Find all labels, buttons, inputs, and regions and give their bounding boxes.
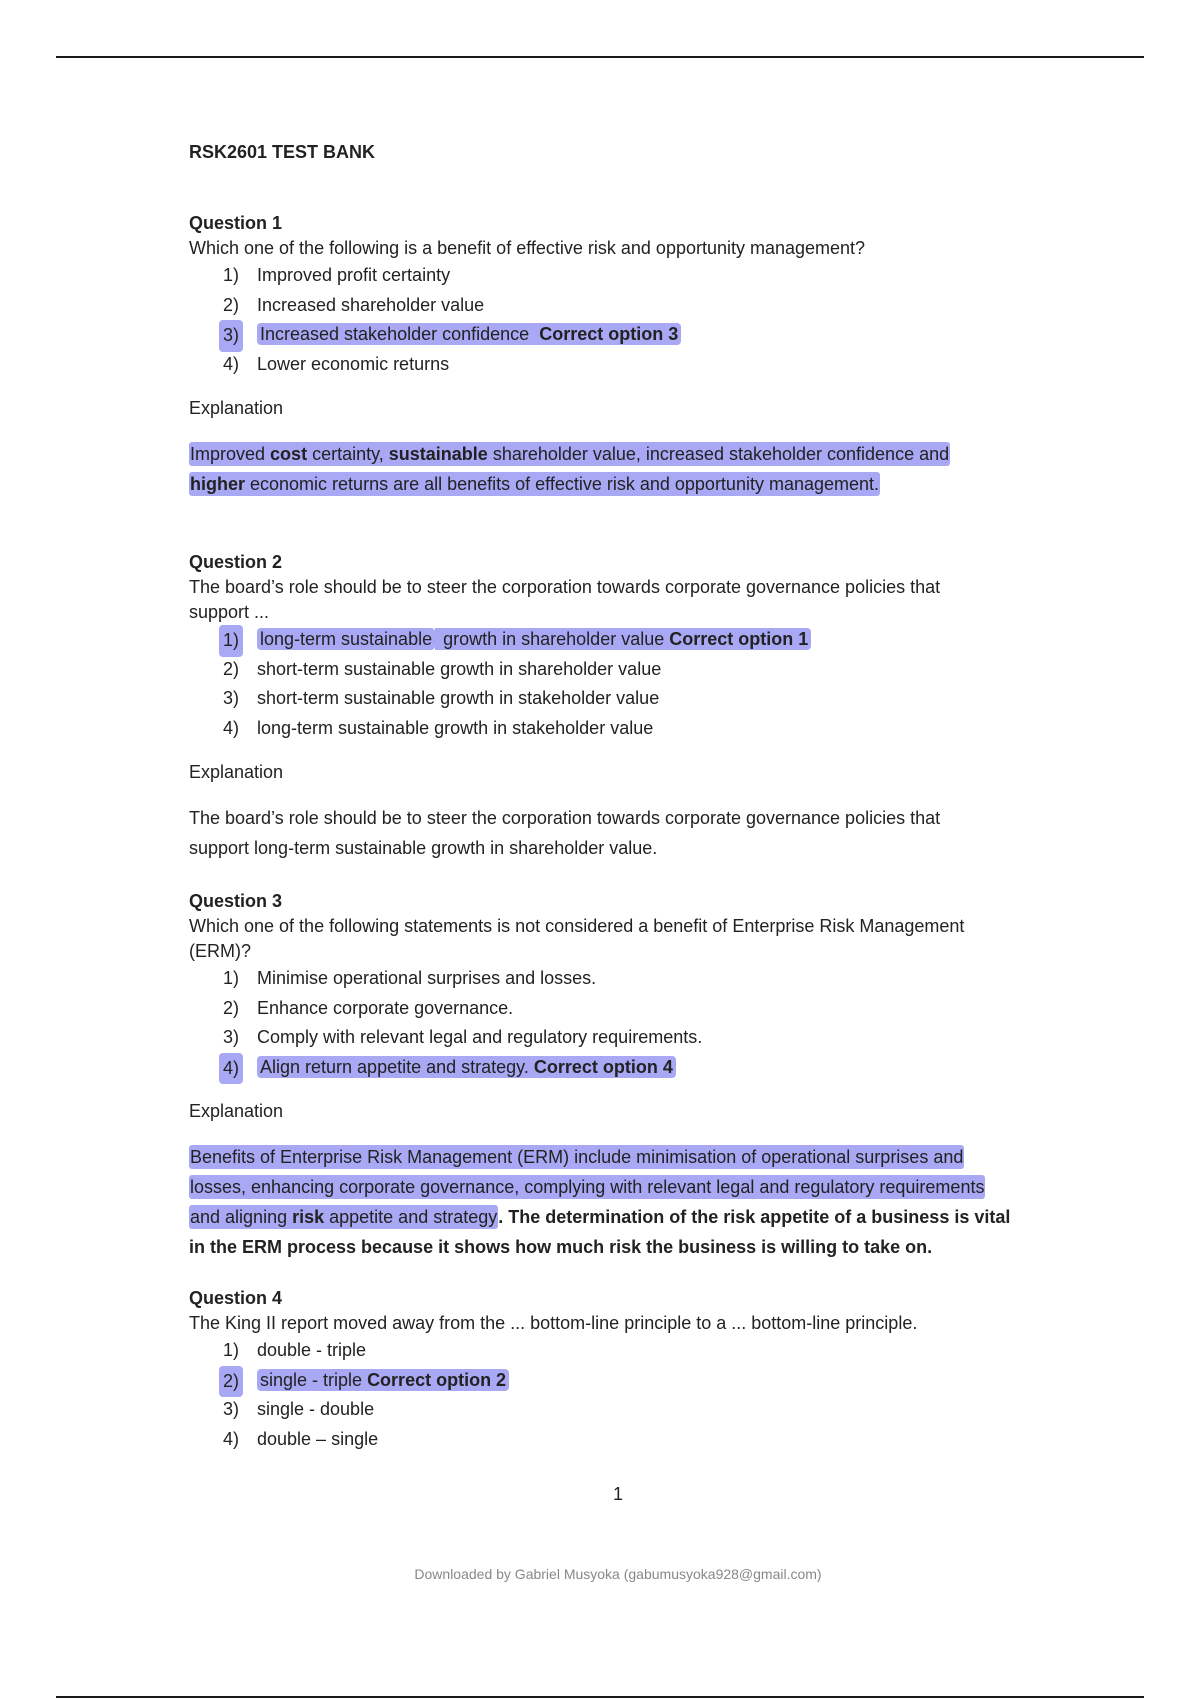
question-1 xyxy=(189,210,1049,499)
question-title: Question 4 xyxy=(189,1288,283,1308)
explanation-fragment: in the ERM process because it shows how much risk the business is willing to take on. xyxy=(189,1237,933,1257)
explanation-fragment: Improved xyxy=(190,444,271,464)
explanation-fragment: sustainable xyxy=(388,444,488,464)
option-item-correct xyxy=(189,320,1049,350)
option-text: Improved profit certainty xyxy=(257,265,451,285)
explanation-highlight: Benefits of Enterprise Risk Management (ERM) include minimisation of operational surprises and xyxy=(190,1147,964,1167)
option-number: 4) xyxy=(223,1428,240,1449)
option-item xyxy=(189,1023,1049,1053)
download-footer: Downloaded by Gabriel Musyoka (gabumusyoka928@gmail.com) xyxy=(414,1566,822,1582)
option-list xyxy=(189,964,1049,1082)
option-list xyxy=(189,625,1049,743)
option-number: 3) xyxy=(223,1399,240,1419)
option-item xyxy=(189,964,1049,994)
option-number: 3) xyxy=(223,688,240,708)
explanation-highlight xyxy=(189,1205,498,1229)
explanation-text xyxy=(189,439,1049,499)
option-text: double - triple xyxy=(257,1340,367,1360)
explanation-fragment: shareholder value, increased stakeholder confidence and xyxy=(487,444,950,464)
question-2 xyxy=(189,549,1049,863)
question-text: (ERM)? xyxy=(189,941,251,961)
option-item xyxy=(189,1425,1049,1455)
option-number: 4) xyxy=(223,717,240,738)
option-text: long-term sustainable growth in stakeholder value xyxy=(257,717,654,738)
explanation-text xyxy=(189,803,1049,863)
option-text: single - double xyxy=(257,1399,375,1419)
explanation-fragment: and aligning xyxy=(190,1207,293,1227)
explanation-fragment: higher xyxy=(190,474,246,494)
option-item xyxy=(189,684,1049,714)
question-text: Which one of the following statements is not considered a benefit of Enterprise Risk Management xyxy=(189,916,965,936)
option-text-highlight xyxy=(435,628,811,650)
explanation-line: The board’s role should be to steer the corporation towards corporate governance policies that xyxy=(189,808,941,828)
explanation-label: Explanation xyxy=(189,1101,284,1121)
page-content xyxy=(189,136,1049,1449)
option-item xyxy=(189,1395,1049,1425)
question-text: Which one of the following is a benefit of effective risk and opportunity management? xyxy=(189,238,866,258)
bottom-rule xyxy=(56,1696,1144,1698)
question-title: Question 2 xyxy=(189,552,283,572)
option-text: growth in shareholder value xyxy=(438,629,670,649)
explanation-label: Explanation xyxy=(189,398,284,418)
document-title: RSK2601 TEST BANK xyxy=(189,142,376,162)
option-number: 4) xyxy=(223,353,240,374)
option-text: short-term sustainable growth in stakeholder value xyxy=(257,688,660,708)
correct-label: Correct option 1 xyxy=(669,629,809,649)
explanation-fragment: economic returns are all benefits of effective risk and opportunity management. xyxy=(245,474,880,494)
correct-label: Correct option 3 xyxy=(539,324,679,344)
explanation-highlight xyxy=(189,442,950,466)
top-rule xyxy=(56,56,1144,58)
option-number: 4) xyxy=(219,1053,243,1085)
option-text-highlight xyxy=(257,1056,676,1078)
option-text: Minimise operational surprises and losses. xyxy=(257,968,597,988)
option-number: 1) xyxy=(223,1340,240,1360)
explanation-fragment: . The determination of the risk appetite of a business is vital xyxy=(498,1207,1011,1227)
option-text-highlight xyxy=(257,323,681,345)
question-text: support ... xyxy=(189,602,270,622)
option-text: double – single xyxy=(257,1428,379,1449)
option-item-correct xyxy=(189,1053,1049,1083)
explanation-fragment: appetite and strategy xyxy=(324,1207,498,1227)
option-list xyxy=(189,261,1049,379)
option-text: long-term sustainable xyxy=(260,629,433,649)
option-item xyxy=(189,261,1049,291)
question-text: The board’s role should be to steer the corporation towards corporate governance policies that xyxy=(189,577,941,597)
page-number: 1 xyxy=(612,1484,623,1504)
option-item xyxy=(189,1336,1049,1366)
question-text: The King II report moved away from the ... bottom-line principle to a ... bottom-line principle. xyxy=(189,1313,918,1333)
option-number: 3) xyxy=(219,320,243,352)
option-number: 2) xyxy=(223,658,240,679)
option-text: single - triple xyxy=(260,1369,363,1390)
option-text: Comply with relevant legal and regulatory requirements. xyxy=(257,1027,703,1047)
correct-label: Correct option 2 xyxy=(367,1369,507,1390)
option-text: Enhance corporate governance. xyxy=(257,997,514,1018)
option-number: 1) xyxy=(219,625,243,657)
option-number: 1) xyxy=(223,265,240,285)
option-text-highlight xyxy=(257,1369,509,1391)
explanation-fragment: risk xyxy=(292,1207,325,1227)
option-number: 3) xyxy=(223,1027,240,1047)
explanation-line: support long-term sustainable growth in shareholder value. xyxy=(189,838,658,858)
option-item-correct xyxy=(189,1366,1049,1396)
option-item-correct xyxy=(189,625,1049,655)
option-number: 2) xyxy=(223,294,240,315)
explanation-label: Explanation xyxy=(189,762,284,782)
explanation-fragment: cost xyxy=(270,444,308,464)
option-text: Lower economic returns xyxy=(257,353,450,374)
question-title: Question 3 xyxy=(189,891,283,911)
option-number: 2) xyxy=(219,1366,243,1398)
correct-label: Correct option 4 xyxy=(533,1056,673,1077)
explanation-highlight xyxy=(189,472,880,496)
option-item xyxy=(189,350,1049,380)
option-text: Align return appetite and strategy. xyxy=(260,1056,529,1077)
question-4 xyxy=(189,1285,1049,1454)
question-3 xyxy=(189,888,1049,1262)
option-list xyxy=(189,1336,1049,1454)
option-item xyxy=(189,994,1049,1024)
explanation-text xyxy=(189,1142,1049,1262)
explanation-fragment: certainty, xyxy=(307,444,389,464)
option-number: 2) xyxy=(223,997,240,1018)
option-item xyxy=(189,655,1049,685)
explanation-highlight: losses, enhancing corporate governance, complying with relevant legal and regulatory requirements xyxy=(190,1177,985,1197)
option-text-highlight xyxy=(257,628,435,650)
question-title: Question 1 xyxy=(189,213,283,233)
option-text: Increased shareholder value xyxy=(257,294,485,315)
option-item xyxy=(189,714,1049,744)
option-number: 1) xyxy=(223,968,240,988)
option-item xyxy=(189,291,1049,321)
option-text: short-term sustainable growth in shareholder value xyxy=(257,658,662,679)
option-text: Increased stakeholder confidence xyxy=(260,324,530,344)
